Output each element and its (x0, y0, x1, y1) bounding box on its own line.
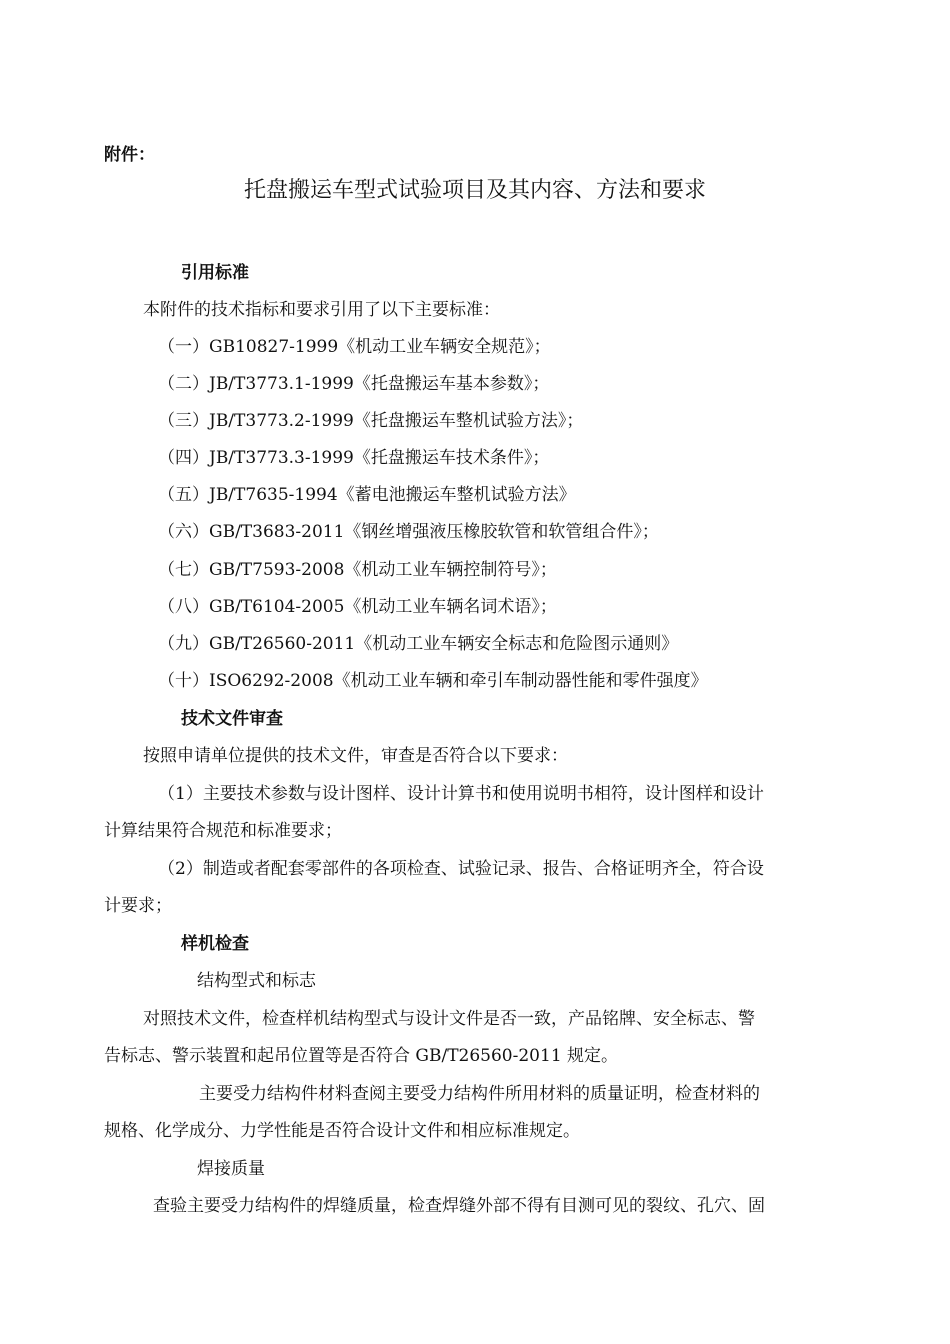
tech-docs-item-1-line-1: （1）主要技术参数与设计图样、设计计算书和使用说明书相符，设计图样和设计 (158, 784, 764, 804)
structure-heading: 结构型式和标志 (197, 971, 316, 991)
reference-item-1: （一）GB10827-1999《机动工业车辆安全规范》； (158, 337, 551, 357)
attachment-label: 附件： (104, 145, 155, 165)
references-intro: 本附件的技术指标和要求引用了以下主要标准： (143, 300, 500, 320)
reference-item-10: （十）ISO6292-2008《机动工业车辆和牵引车制动器性能和零件强度》 (158, 671, 708, 691)
reference-item-2: （二）JB/T3773.1-1999《托盘搬运车基本参数》； (158, 374, 550, 394)
material-line-2: 规格、化学成分、力学性能是否符合设计文件和相应标准规定。 (104, 1121, 580, 1141)
tech-docs-item-2-line-1: （2）制造或者配套零部件的各项检查、试验记录、报告、合格证明齐全，符合设 (158, 859, 764, 879)
material-line-1: 主要受力结构件材料查阅主要受力结构件所用材料的质量证明，检查材料的 (199, 1084, 760, 1104)
reference-item-6: （六）GB/T3683-2011《钢丝增强液压橡胶软管和软管组合件》； (158, 522, 659, 542)
reference-item-3: （三）JB/T3773.2-1999《托盘搬运车整机试验方法》； (158, 411, 584, 431)
reference-item-7: （七）GB/T7593-2008《机动工业车辆控制符号》； (158, 560, 557, 580)
reference-item-9: （九）GB/T26560-2011《机动工业车辆安全标志和危险图示通则》 (158, 634, 679, 654)
reference-item-4: （四）JB/T3773.3-1999《托盘搬运车技术条件》； (158, 448, 550, 468)
references-heading: 引用标准 (181, 263, 249, 283)
tech-docs-heading: 技术文件审查 (181, 709, 283, 729)
document-title: 托盘搬运车型式试验项目及其内容、方法和要求 (243, 178, 706, 203)
tech-docs-item-2-line-2: 计要求； (104, 896, 172, 916)
tech-docs-intro: 按照申请单位提供的技术文件，审查是否符合以下要求： (143, 746, 568, 766)
welding-heading: 焊接质量 (197, 1159, 265, 1179)
reference-item-5: （五）JB/T7635-1994《蓄电池搬运车整机试验方法》 (158, 485, 576, 505)
sample-check-heading: 样机检查 (181, 934, 249, 954)
welding-line-1: 查验主要受力结构件的焊缝质量，检查焊缝外部不得有目测可见的裂纹、孔穴、固 (153, 1196, 765, 1216)
reference-item-8: （八）GB/T6104-2005《机动工业车辆名词术语》； (158, 597, 557, 617)
tech-docs-item-1-line-2: 计算结果符合规范和标准要求； (104, 821, 342, 841)
structure-line-2: 告标志、警示装置和起吊位置等是否符合 GB/T26560-2011 规定。 (104, 1046, 619, 1066)
structure-line-1: 对照技术文件，检查样机结构型式与设计文件是否一致，产品铭牌、安全标志、警 (143, 1009, 755, 1029)
